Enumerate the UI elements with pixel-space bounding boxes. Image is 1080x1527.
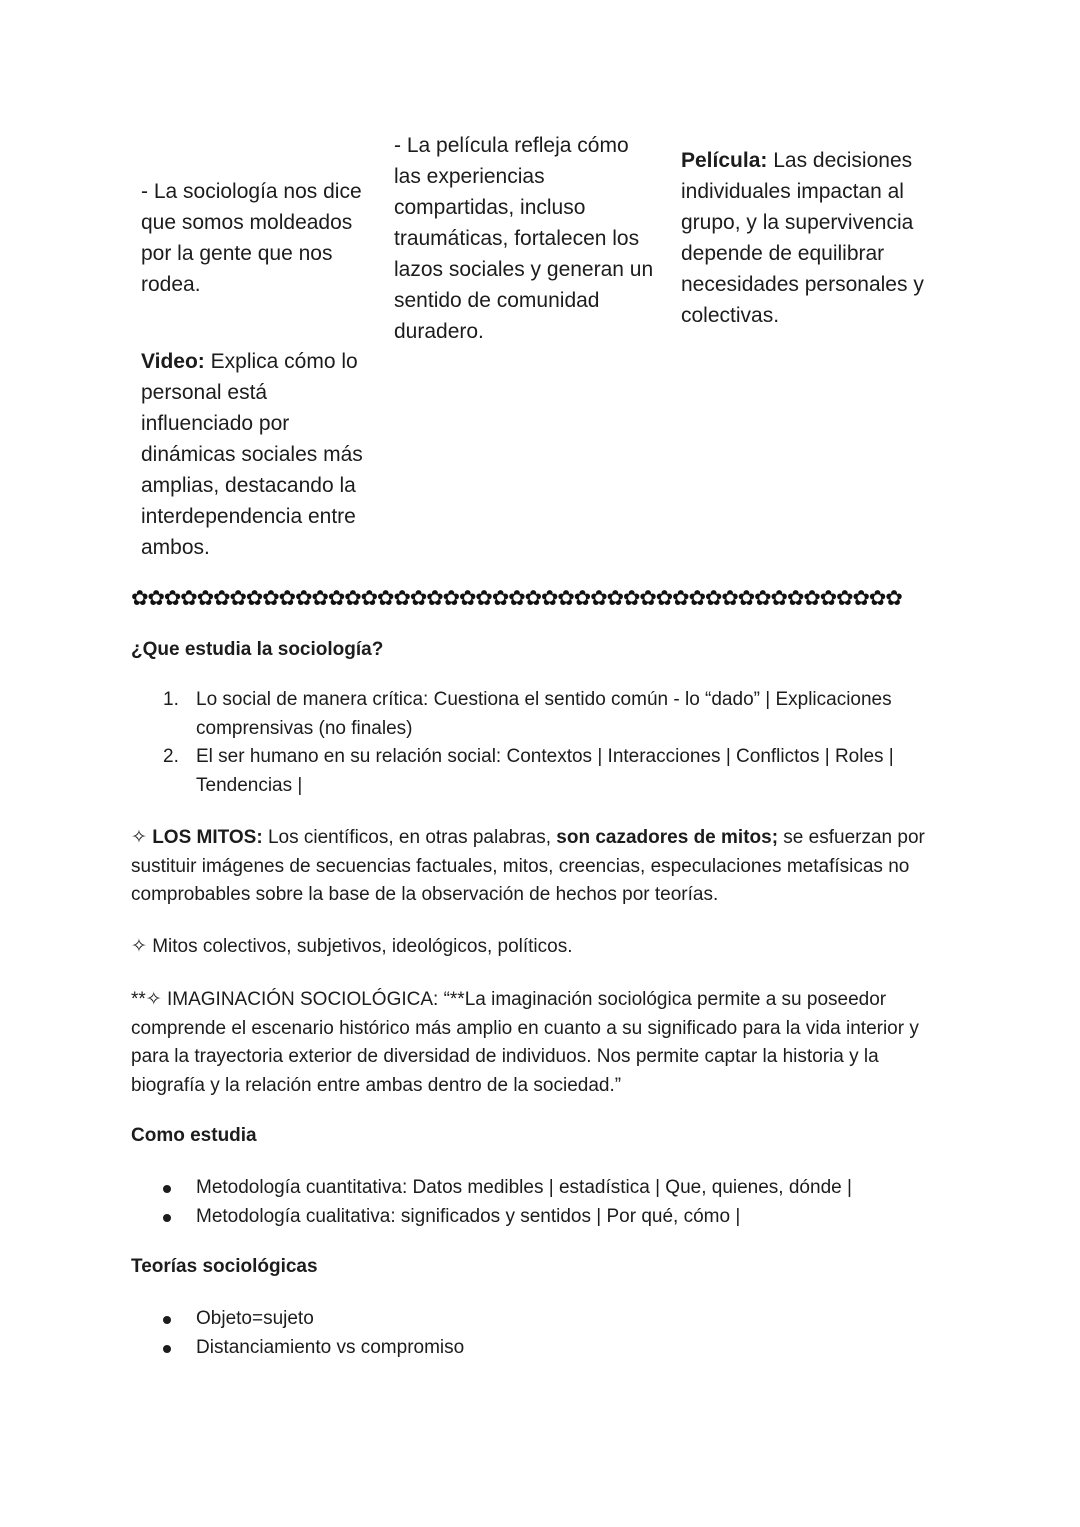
- list-number: 2.: [163, 746, 179, 767]
- list-item-text: Objeto=sujeto: [196, 1308, 314, 1329]
- flower-divider: ✿✿✿✿✿✿✿✿✿✿✿✿✿✿✿✿✿✿✿✿✿✿✿✿✿✿✿✿✿✿✿✿✿✿✿✿✿✿✿✿✿✿✿✿✿✿✿: [131, 586, 902, 610]
- numbered-list-que-estudia: [131, 686, 946, 800]
- film-text: Las decisiones individuales impactan al grupo, y la supervivencia depende de equilibrar necesidades personales y colectivas.: [681, 149, 924, 327]
- list-number: 1.: [163, 689, 179, 710]
- list-item-text: Metodología cualitativa: significados y sentidos | Por qué, cómo |: [196, 1205, 741, 1227]
- sociology-intro-text: - La sociología nos dice que somos moldeados por la gente que nos rodea.: [141, 180, 362, 296]
- film-reflection-text: - La película refleja cómo las experiencias compartidas, incluso traumáticas, fortalecen los lazos sociales y generan un sentido de comunidad duradero.: [394, 134, 654, 343]
- mitos-emphasis: son cazadores de mitos;: [556, 827, 779, 848]
- list-item-text: Metodología cuantitativa: Datos medibles | estadística | Que, quienes, dónde |: [196, 1177, 852, 1198]
- bullet-icon: [163, 1185, 171, 1193]
- mitos-colectivos-line: ✧ Mitos colectivos, subjetivos, ideológicos, políticos.: [131, 936, 573, 957]
- list-item-text: El ser humano en su relación social: Contextos | Interacciones | Conflictos | Roles | Tendencias |: [196, 746, 894, 796]
- mitos-text-part2: se esfuerzan por sustituir imágenes de secuencias factuales, mitos, creencias, especulaciones metafísicas no comprobables sobre la base de la observación de hechos por teorías.: [131, 827, 925, 905]
- imaginacion-paragraph: **✧ IMAGINACIÓN SOCIOLÓGICA: “**La imaginación sociológica permite a su poseedor comprende el escenario histórico más amplio en cuanto a su significado para la vida interior y para la trayectoria exterior de diversidad de individuos. Nos permite captar la historia y la biografía y la relación entre ambas dentro de la sociedad.”: [131, 989, 919, 1096]
- video-note: [141, 346, 381, 563]
- bullet-icon: [163, 1316, 171, 1324]
- bullet-icon: [163, 1214, 171, 1222]
- column-film: [681, 145, 941, 331]
- list-item: [131, 1174, 946, 1203]
- list-item-text: Distanciamiento vs compromiso: [196, 1336, 465, 1358]
- heading-que-estudia: ¿Que estudia la sociología?: [131, 639, 384, 660]
- film-note: [681, 145, 941, 331]
- list-item-text: Lo social de manera crítica: Cuestiona el sentido común - lo “dado” | Explicaciones comprensivas (no finales): [196, 689, 892, 739]
- film-label: Película:: [681, 149, 768, 172]
- list-item: [131, 1305, 946, 1334]
- bullet-icon: [163, 1345, 171, 1353]
- mitos-text-part1: Los científicos, en otras palabras,: [262, 827, 557, 848]
- list-item: [131, 743, 946, 800]
- video-label: Video:: [141, 350, 205, 373]
- column-film-reflection: [394, 130, 659, 347]
- mitos-paragraph: [131, 824, 946, 910]
- list-item: [131, 686, 946, 743]
- heading-teorias: Teorías sociológicas: [131, 1256, 318, 1277]
- heading-como-estudia: Como estudia: [131, 1125, 257, 1146]
- list-item: [131, 1334, 946, 1363]
- sparkle-icon: ✧: [131, 827, 153, 848]
- mitos-label: LOS MITOS:: [152, 827, 263, 848]
- column-video: [141, 176, 381, 563]
- list-item: [131, 1203, 946, 1232]
- video-text: Explica cómo lo personal está influenciado por dinámicas sociales más amplias, destacando la interdependencia entre ambos.: [141, 350, 363, 559]
- bullet-list-como-estudia: [131, 1174, 946, 1231]
- bullet-list-teorias: [131, 1305, 946, 1362]
